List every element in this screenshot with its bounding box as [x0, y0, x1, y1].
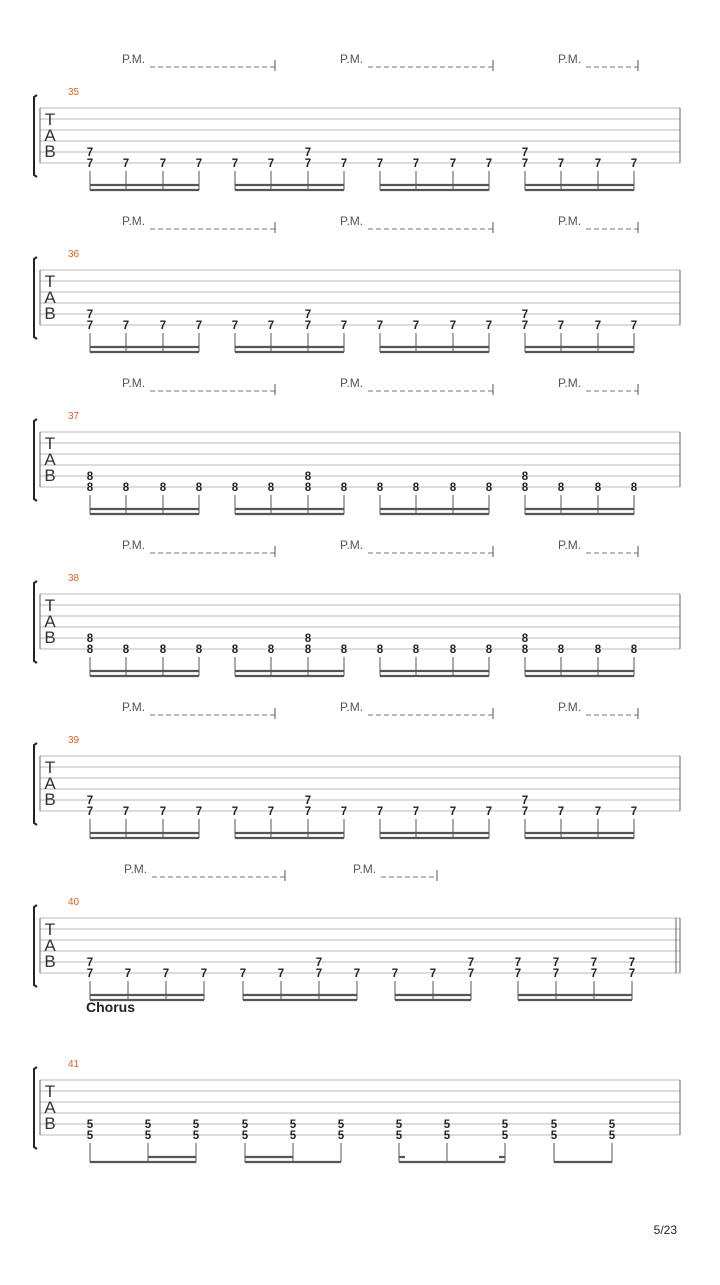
m39-note-6-string5: 7 — [304, 795, 312, 807]
m41-note-8-string5: 5 — [501, 1119, 509, 1131]
m37-note-12-string6: 8 — [521, 482, 529, 494]
m36-pm-label-1: P.M. — [340, 214, 364, 228]
m39-system-bracket — [34, 743, 37, 825]
m37-note-3-string6: 8 — [195, 482, 203, 494]
m37-tab-letter-a: A — [44, 450, 56, 469]
m35-note-6-string5: 7 — [304, 147, 312, 159]
m39-pm-label-2: P.M. — [558, 700, 582, 714]
m41-system-bracket — [34, 1067, 37, 1149]
m40-note-6-string5: 7 — [315, 957, 323, 969]
m40-tab-letter-b: B — [44, 952, 56, 971]
m36-note-3-string6: 7 — [195, 320, 203, 332]
m38-note-11-string6: 8 — [485, 644, 493, 656]
m40-note-14-string5: 7 — [628, 957, 636, 969]
m35-pm-label-0: P.M. — [122, 52, 146, 66]
m38-note-14-string6: 8 — [594, 644, 602, 656]
m40-note-0-string5: 7 — [86, 957, 94, 969]
m39-note-9-string6: 7 — [412, 806, 420, 818]
m38-tab-letter-a: A — [44, 612, 56, 631]
m35-system-bracket — [34, 95, 37, 177]
m35-note-5-string6: 7 — [267, 158, 275, 170]
m41-note-10-string6: 5 — [608, 1130, 616, 1142]
m36-note-2-string6: 7 — [159, 320, 167, 332]
m36-note-5-string6: 7 — [267, 320, 275, 332]
m38-note-3-string6: 8 — [195, 644, 203, 656]
m37-note-5-string6: 8 — [267, 482, 275, 494]
m41-note-9-string5: 5 — [550, 1119, 558, 1131]
m36-note-1-string6: 7 — [122, 320, 130, 332]
measure-number-35: 35 — [68, 87, 80, 98]
m35-note-8-string6: 7 — [376, 158, 384, 170]
m35-note-0-string6: 7 — [86, 158, 94, 170]
m41-note-2-string6: 5 — [192, 1130, 200, 1142]
m37-note-1-string6: 8 — [122, 482, 130, 494]
m38-note-2-string6: 8 — [159, 644, 167, 656]
m37-note-10-string6: 8 — [449, 482, 457, 494]
m36-note-14-string6: 7 — [594, 320, 602, 332]
m35-note-15-string6: 7 — [630, 158, 638, 170]
m40-note-14-string6: 7 — [628, 968, 636, 980]
m39-note-12-string6: 7 — [521, 806, 529, 818]
m35-pm-label-2: P.M. — [558, 52, 582, 66]
m39-note-12-string5: 7 — [521, 795, 529, 807]
m35-note-1-string6: 7 — [122, 158, 130, 170]
m41-tab-letter-a: A — [44, 1098, 56, 1117]
m39-tab-letter-b: B — [44, 790, 56, 809]
m41-note-1-string5: 5 — [144, 1119, 152, 1131]
m41-note-8-string6: 5 — [501, 1130, 509, 1142]
m40-note-1-string6: 7 — [124, 968, 132, 980]
measure-number-36: 36 — [68, 249, 80, 260]
m40-note-13-string5: 7 — [590, 957, 598, 969]
m41-note-7-string5: 5 — [443, 1119, 451, 1131]
m39-note-1-string6: 7 — [122, 806, 130, 818]
m39-pm-label-1: P.M. — [340, 700, 364, 714]
m36-note-0-string5: 7 — [86, 309, 94, 321]
measure-number-41: 41 — [68, 1059, 80, 1070]
m35-note-12-string6: 7 — [521, 158, 529, 170]
m38-pm-label-2: P.M. — [558, 538, 582, 552]
m38-tab-letter-t: T — [44, 596, 56, 615]
m35-note-7-string6: 7 — [340, 158, 348, 170]
m37-pm-label-2: P.M. — [558, 376, 582, 390]
m40-note-5-string6: 7 — [277, 968, 285, 980]
m41-note-0-string5: 5 — [86, 1119, 94, 1131]
m39-tab-letter-t: T — [44, 758, 56, 777]
m39-note-0-string6: 7 — [86, 806, 94, 818]
m41-note-10-string5: 5 — [608, 1119, 616, 1131]
m40-note-6-string6: 7 — [315, 968, 323, 980]
m35-note-3-string6: 7 — [195, 158, 203, 170]
m40-note-12-string5: 7 — [552, 957, 560, 969]
m36-tab-letter-a: A — [44, 288, 56, 307]
m36-note-15-string6: 7 — [630, 320, 638, 332]
m40-note-11-string6: 7 — [514, 968, 522, 980]
m38-note-0-string6: 8 — [86, 644, 94, 656]
m38-note-5-string6: 8 — [267, 644, 275, 656]
m37-note-0-string5: 8 — [86, 471, 94, 483]
m37-tab-letter-t: T — [44, 434, 56, 453]
m38-pm-label-0: P.M. — [122, 538, 146, 552]
m39-note-2-string6: 7 — [159, 806, 167, 818]
measure-number-37: 37 — [68, 411, 80, 422]
m41-note-3-string6: 5 — [241, 1130, 249, 1142]
m36-tab-letter-b: B — [44, 304, 56, 323]
m36-note-12-string5: 7 — [521, 309, 529, 321]
m35-note-9-string6: 7 — [412, 158, 420, 170]
m40-tab-letter-a: A — [44, 936, 56, 955]
m40-note-12-string6: 7 — [552, 968, 560, 980]
m38-note-6-string5: 8 — [304, 633, 312, 645]
m35-pm-label-1: P.M. — [340, 52, 364, 66]
m41-note-5-string5: 5 — [337, 1119, 345, 1131]
m35-note-6-string6: 7 — [304, 158, 312, 170]
m41-note-4-string6: 5 — [289, 1130, 297, 1142]
m41-note-5-string6: 5 — [337, 1130, 345, 1142]
m38-note-13-string6: 8 — [557, 644, 565, 656]
m39-note-11-string6: 7 — [485, 806, 493, 818]
m38-note-8-string6: 8 — [376, 644, 384, 656]
m38-note-10-string6: 8 — [449, 644, 457, 656]
m35-note-13-string6: 7 — [557, 158, 565, 170]
m39-note-14-string6: 7 — [594, 806, 602, 818]
m37-note-14-string6: 8 — [594, 482, 602, 494]
m37-note-8-string6: 8 — [376, 482, 384, 494]
m37-note-4-string6: 8 — [231, 482, 239, 494]
m36-note-9-string6: 7 — [412, 320, 420, 332]
m39-note-10-string6: 7 — [449, 806, 457, 818]
m35-note-10-string6: 7 — [449, 158, 457, 170]
m36-note-12-string6: 7 — [521, 320, 529, 332]
m41-note-3-string5: 5 — [241, 1119, 249, 1131]
m39-tab-letter-a: A — [44, 774, 56, 793]
m40-note-10-string5: 7 — [467, 957, 475, 969]
m37-tab-letter-b: B — [44, 466, 56, 485]
m35-note-4-string6: 7 — [231, 158, 239, 170]
m37-note-0-string6: 8 — [86, 482, 94, 494]
m36-pm-label-0: P.M. — [122, 214, 146, 228]
m35-note-2-string6: 7 — [159, 158, 167, 170]
section-title-chorus: Chorus — [86, 999, 135, 1015]
m39-note-4-string6: 7 — [231, 806, 239, 818]
m40-note-4-string6: 7 — [239, 968, 247, 980]
m35-tab-letter-t: T — [44, 110, 56, 129]
m38-system-bracket — [34, 581, 37, 663]
m41-note-9-string6: 5 — [550, 1130, 558, 1142]
m35-tab-letter-a: A — [44, 126, 56, 145]
m41-note-6-string5: 5 — [395, 1119, 403, 1131]
m37-pm-label-1: P.M. — [340, 376, 364, 390]
m41-note-7-string6: 5 — [443, 1130, 451, 1142]
m37-system-bracket — [34, 419, 37, 501]
m38-note-4-string6: 8 — [231, 644, 239, 656]
m40-note-13-string6: 7 — [590, 968, 598, 980]
measure-number-40: 40 — [68, 897, 80, 908]
m38-note-12-string5: 8 — [521, 633, 529, 645]
m38-note-15-string6: 8 — [630, 644, 638, 656]
m40-note-0-string6: 7 — [86, 968, 94, 980]
m37-note-12-string5: 8 — [521, 471, 529, 483]
measure-number-39: 39 — [68, 735, 80, 746]
m39-note-15-string6: 7 — [630, 806, 638, 818]
m40-note-11-string5: 7 — [514, 957, 522, 969]
m40-note-10-string6: 7 — [467, 968, 475, 980]
page-number: 5/23 — [653, 1223, 677, 1237]
m37-note-6-string6: 8 — [304, 482, 312, 494]
m41-note-4-string5: 5 — [289, 1119, 297, 1131]
m36-pm-label-2: P.M. — [558, 214, 582, 228]
m39-note-3-string6: 7 — [195, 806, 203, 818]
m35-note-14-string6: 7 — [594, 158, 602, 170]
m36-tab-letter-t: T — [44, 272, 56, 291]
m36-note-4-string6: 7 — [231, 320, 239, 332]
m38-note-12-string6: 8 — [521, 644, 529, 656]
m38-note-1-string6: 8 — [122, 644, 130, 656]
m36-note-6-string5: 7 — [304, 309, 312, 321]
m39-note-8-string6: 7 — [376, 806, 384, 818]
m36-note-7-string6: 7 — [340, 320, 348, 332]
m38-note-9-string6: 8 — [412, 644, 420, 656]
m36-note-8-string6: 7 — [376, 320, 384, 332]
m40-note-9-string6: 7 — [429, 968, 437, 980]
m37-note-6-string5: 8 — [304, 471, 312, 483]
m37-note-11-string6: 8 — [485, 482, 493, 494]
m36-note-6-string6: 7 — [304, 320, 312, 332]
m39-note-0-string5: 7 — [86, 795, 94, 807]
m35-tab-letter-b: B — [44, 142, 56, 161]
m40-note-8-string6: 7 — [391, 968, 399, 980]
m38-pm-label-1: P.M. — [340, 538, 364, 552]
m39-pm-label-0: P.M. — [122, 700, 146, 714]
m41-note-1-string6: 5 — [144, 1130, 152, 1142]
m40-pm-label-0: P.M. — [124, 862, 148, 876]
m41-note-0-string6: 5 — [86, 1130, 94, 1142]
m35-note-11-string6: 7 — [485, 158, 493, 170]
m36-note-13-string6: 7 — [557, 320, 565, 332]
m38-note-6-string6: 8 — [304, 644, 312, 656]
m36-note-10-string6: 7 — [449, 320, 457, 332]
m35-note-0-string5: 7 — [86, 147, 94, 159]
m40-note-2-string6: 7 — [162, 968, 170, 980]
m40-system-bracket — [34, 905, 37, 987]
m41-tab-letter-b: B — [44, 1114, 56, 1133]
m39-note-6-string6: 7 — [304, 806, 312, 818]
m39-note-13-string6: 7 — [557, 806, 565, 818]
m40-note-3-string6: 7 — [200, 968, 208, 980]
measure-number-38: 38 — [68, 573, 80, 584]
m40-tab-letter-t: T — [44, 920, 56, 939]
m39-note-7-string6: 7 — [340, 806, 348, 818]
m37-pm-label-0: P.M. — [122, 376, 146, 390]
m39-note-5-string6: 7 — [267, 806, 275, 818]
m37-note-9-string6: 8 — [412, 482, 420, 494]
m36-system-bracket — [34, 257, 37, 339]
m37-note-15-string6: 8 — [630, 482, 638, 494]
m37-note-13-string6: 8 — [557, 482, 565, 494]
m38-note-7-string6: 8 — [340, 644, 348, 656]
m41-note-2-string5: 5 — [192, 1119, 200, 1131]
m38-tab-letter-b: B — [44, 628, 56, 647]
m36-note-0-string6: 7 — [86, 320, 94, 332]
m40-note-7-string6: 7 — [353, 968, 361, 980]
m40-pm-label-1: P.M. — [353, 862, 377, 876]
m38-note-0-string5: 8 — [86, 633, 94, 645]
m36-note-11-string6: 7 — [485, 320, 493, 332]
m37-note-2-string6: 8 — [159, 482, 167, 494]
m37-note-7-string6: 8 — [340, 482, 348, 494]
m41-tab-letter-t: T — [44, 1082, 56, 1101]
m41-note-6-string6: 5 — [395, 1130, 403, 1142]
m35-note-12-string5: 7 — [521, 147, 529, 159]
